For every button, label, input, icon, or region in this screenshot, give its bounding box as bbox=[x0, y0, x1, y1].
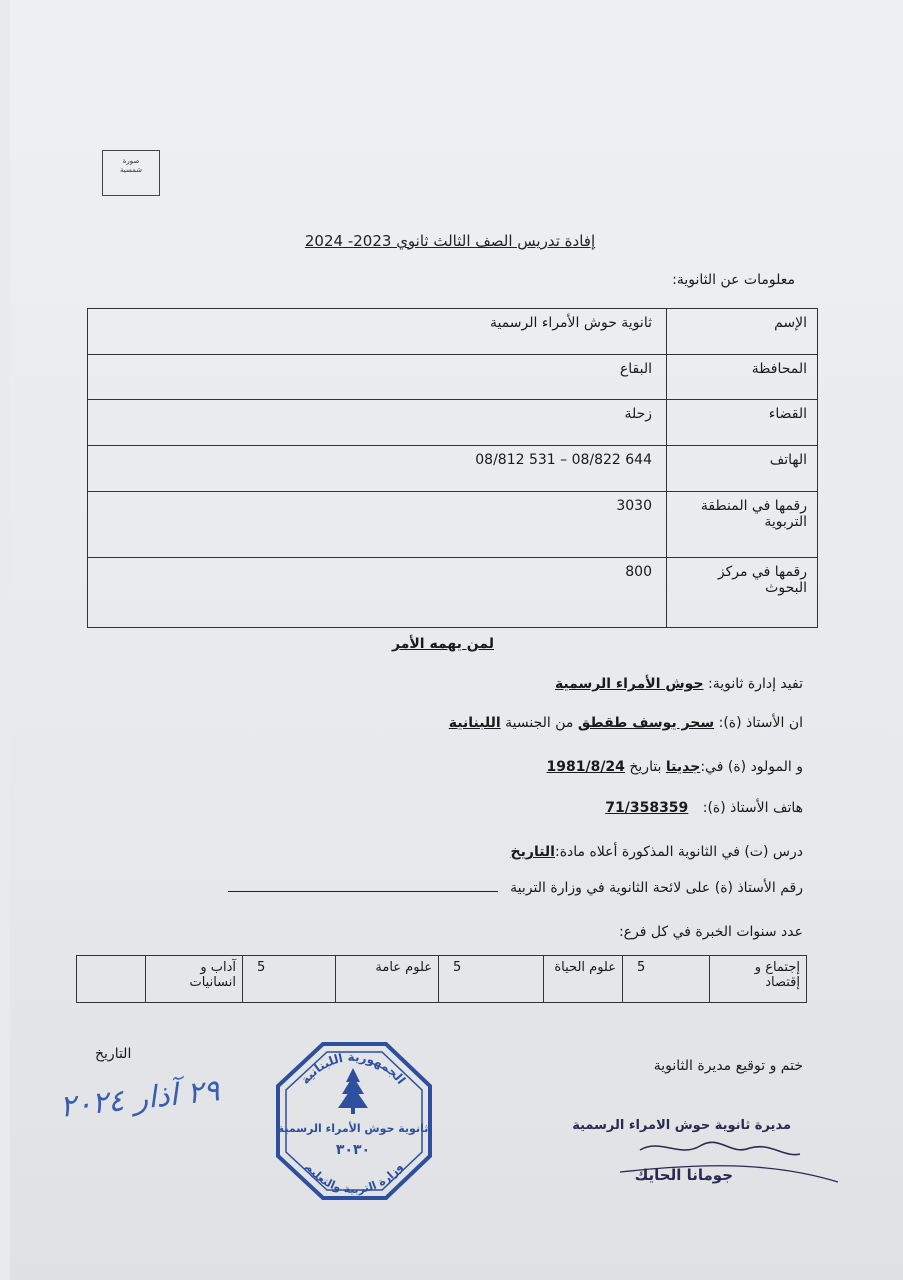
value-name: ثانوية حوش الأمراء الرسمية bbox=[88, 309, 667, 355]
label-educational-zone: رقمها في المنطقة التربوية bbox=[667, 492, 818, 558]
svg-text:وزارة التربية والتعليم bbox=[303, 1161, 405, 1196]
school-stamp bbox=[268, 1038, 438, 1212]
phone-numbers: 08/812 531 – 08/822 644 bbox=[475, 452, 652, 468]
statement-line-birth bbox=[547, 759, 804, 775]
label-governorate: المحافظة bbox=[667, 355, 818, 400]
nationality: اللبنانية bbox=[448, 715, 501, 731]
school-info-heading: معلومات عن الثانوية: bbox=[672, 272, 795, 288]
exp-branch-3: علوم عامة bbox=[336, 956, 439, 1003]
subject: التاريخ bbox=[510, 844, 555, 860]
experience-table bbox=[76, 955, 807, 1003]
value-research-center: 800 bbox=[88, 558, 667, 628]
birthdate-prefix: بتاريخ bbox=[629, 759, 662, 775]
teacher-prefix: ان الأستاذ (ة): bbox=[718, 715, 803, 731]
exp-years-4 bbox=[77, 956, 146, 1003]
school-prefix: تفيد إدارة ثانوية: bbox=[708, 676, 803, 692]
photo-label-2: شمسية bbox=[119, 166, 143, 174]
table-row bbox=[88, 400, 818, 446]
value-phone bbox=[88, 446, 667, 492]
table-row bbox=[88, 446, 818, 492]
stamp-top-text: الجمهورية اللبنانية bbox=[297, 1049, 409, 1087]
ministry-number-blank bbox=[228, 891, 498, 892]
teacher-name: سحر يوسف طقطق bbox=[577, 715, 715, 731]
exp-years-3: 5 bbox=[243, 956, 336, 1003]
birthplace: جديتا bbox=[665, 759, 701, 775]
label-research-center: رقمها في مركز البحوث bbox=[667, 558, 818, 628]
exp-years-2: 5 bbox=[439, 956, 544, 1003]
table-row bbox=[88, 492, 818, 558]
value-district: زحلة bbox=[88, 400, 667, 446]
exp-branch-2: علوم الحياة bbox=[544, 956, 623, 1003]
handwritten-date: ٢٩ آذار ٢٠٢٤ bbox=[58, 1073, 222, 1125]
statement-line-ministry-number bbox=[228, 880, 803, 896]
table-row bbox=[88, 558, 818, 628]
nationality-prefix: من الجنسية bbox=[505, 715, 574, 731]
stamp-school-text: ثانوية حوش الأمراء الرسمية bbox=[277, 1122, 429, 1135]
value-governorate: البقاع bbox=[88, 355, 667, 400]
statement-line-school bbox=[555, 676, 803, 692]
stamp-number: ٣٠٣٠ bbox=[335, 1142, 371, 1158]
label-name: الإسم bbox=[667, 309, 818, 355]
table-row bbox=[88, 309, 818, 355]
statement-line-teacher bbox=[449, 715, 803, 731]
statement-line-phone bbox=[605, 800, 803, 816]
exp-years-1: 5 bbox=[623, 956, 710, 1003]
ministry-number-label: رقم الأستاذ (ة) على لائحة الثانوية في وزارة التربية bbox=[510, 880, 803, 896]
document-title: إفادة تدريس الصف الثالث ثانوي 2023- 2024 bbox=[304, 232, 596, 250]
value-educational-zone: 3030 bbox=[88, 492, 667, 558]
label-phone: الهاتف bbox=[667, 446, 818, 492]
photo-label-1: صورة bbox=[122, 157, 140, 165]
teacher-phone: 71/358359 bbox=[605, 800, 689, 816]
photo-placeholder bbox=[102, 150, 160, 196]
signature-name: جومانا الحايك bbox=[634, 1166, 733, 1184]
to-whom-heading: لمن يهمه الأمر bbox=[392, 636, 494, 652]
school-info-table bbox=[87, 308, 818, 628]
exp-branch-1: إجتماع و إقتصاد bbox=[710, 956, 807, 1003]
stamp-signature-label: ختم و توقيع مديرة الثانوية bbox=[653, 1058, 803, 1074]
label-district: القضاء bbox=[667, 400, 818, 446]
signature-title: مديرة ثانوية حوش الامراء الرسمية bbox=[572, 1118, 791, 1133]
subject-prefix: درس (ت) في الثانوية المذكورة أعلاه مادة: bbox=[554, 844, 803, 860]
statement-line-experience bbox=[619, 924, 803, 940]
statement-line-subject bbox=[511, 844, 803, 860]
birthplace-prefix: و المولود (ة) في: bbox=[700, 759, 803, 775]
experience-label: عدد سنوات الخبرة في كل فرع: bbox=[618, 924, 803, 940]
phone-prefix: هاتف الأستاذ (ة): bbox=[702, 800, 803, 816]
stamp-ministry-text: وزارة التربية والتعليم bbox=[302, 1160, 406, 1196]
cedar-icon bbox=[338, 1068, 368, 1108]
table-row bbox=[88, 355, 818, 400]
table-row bbox=[77, 956, 807, 1003]
birthdate: 1981/8/24 bbox=[546, 759, 625, 775]
date-label: التاريخ bbox=[95, 1046, 132, 1062]
school-name: حوش الأمراء الرسمية bbox=[554, 676, 704, 692]
exp-branch-4: آداب و انسانيات bbox=[146, 956, 243, 1003]
